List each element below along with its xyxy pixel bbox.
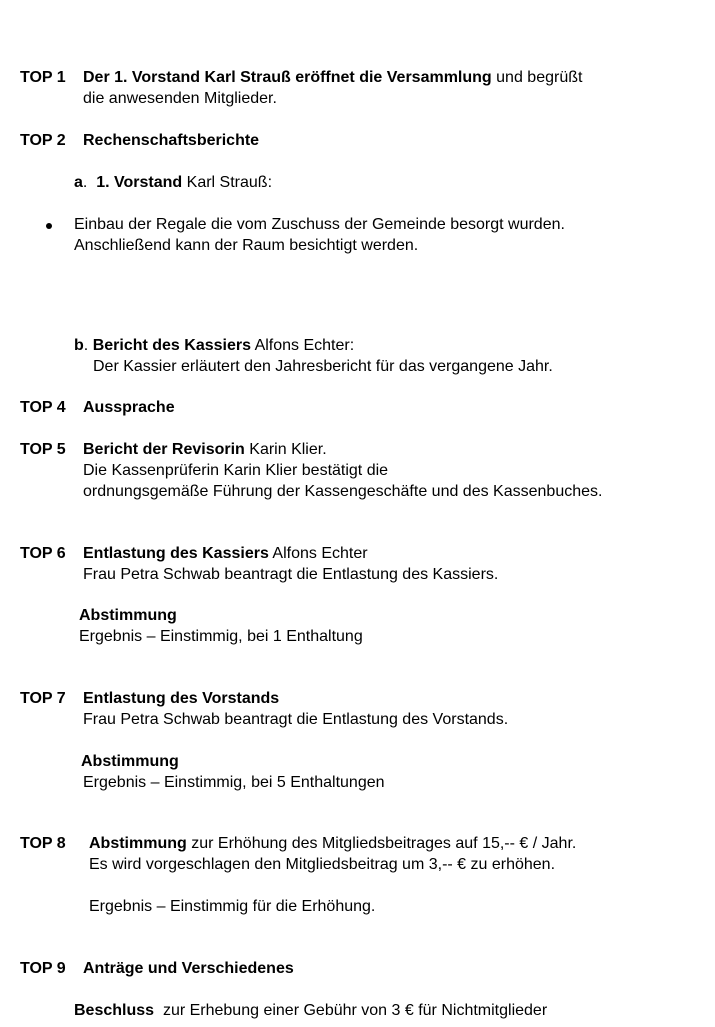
top2-b-title: Bericht des Kassiers <box>92 337 251 354</box>
top5-line2: Die Kassenprüferin Karin Klier bestätigt die <box>83 462 389 479</box>
top9-label: TOP 9 <box>20 960 66 977</box>
top6-line2: Frau Petra Schwab beantragt die Entlastung des Kassiers. <box>83 566 499 583</box>
top2-a-bullet-line1: Einbau der Regale die vom Zuschuss der Gemeinde besorgt wurden. <box>74 216 565 233</box>
top7-line2: Frau Petra Schwab beantragt die Entlastung des Vorstands. <box>83 711 509 728</box>
top2-label: TOP 2 <box>20 132 66 149</box>
top5-heading <box>83 440 327 460</box>
top6-name: Alfons Echter <box>268 545 368 562</box>
top8-line2: Es wird vorgeschlagen den Mitgliedsbeitrag um 3,-- € zu erhöhen. <box>89 856 556 873</box>
top5-label: TOP 5 <box>20 441 66 458</box>
top6-vote-title: Abstimmung <box>79 607 177 624</box>
top9-title: Anträge und Verschiedenes <box>83 960 294 977</box>
top7-vote-title: Abstimmung <box>81 753 179 770</box>
top2-b-name: Alfons Echter: <box>251 337 355 354</box>
top8-rest: zur Erhöhung des Mitgliedsbeitrages auf 15,-- € / Jahr. <box>186 835 577 852</box>
top9-decision-title: Beschluss <box>74 1002 155 1019</box>
top8-title: Abstimmung <box>89 835 187 852</box>
top9-decision-text: zur Erhebung einer Gebühr von 3 € für Nichtmitglieder <box>154 1002 548 1019</box>
top5-line3: ordnungsgemäße Führung der Kassengeschäfte und des Kassenbuches. <box>83 483 603 500</box>
top8-result: Ergebnis – Einstimmig für die Erhöhung. <box>89 898 376 915</box>
top1-label: TOP 1 <box>20 69 66 86</box>
top4-label: TOP 4 <box>20 399 66 416</box>
top9-decision <box>74 1001 547 1021</box>
top7-vote-result: Ergebnis – Einstimmig, bei 5 Enthaltungen <box>83 774 385 791</box>
top2-a-heading <box>74 173 272 193</box>
top1-bold-text: Der 1. Vorstand Karl Strauß eröffnet die Versammlung <box>83 69 492 86</box>
top1-line2: die anwesenden Mitglieder. <box>83 90 277 107</box>
top2-a-title: 1. Vorstand <box>96 174 183 191</box>
top2-a-dot: . <box>82 174 88 191</box>
top2-b-line2: Der Kassier erläutert den Jahresbericht für das vergangene Jahr. <box>93 358 553 375</box>
top6-title: Entlastung des Kassiers <box>83 545 269 562</box>
top8-heading <box>89 834 576 854</box>
top2-b-heading <box>74 336 354 356</box>
top7-title: Entlastung des Vorstands <box>83 690 280 707</box>
bullet-icon <box>46 223 52 229</box>
top5-name: Karin Klier. <box>244 441 327 458</box>
top2-b-dot: . <box>83 337 89 354</box>
top8-label: TOP 8 <box>20 835 66 852</box>
top6-label: TOP 6 <box>20 545 66 562</box>
top6-vote-result: Ergebnis – Einstimmig, bei 1 Enthaltung <box>79 628 363 645</box>
top2-a-name: Karl Strauß: <box>182 174 273 191</box>
top2-a-bullet-line2: Anschließend kann der Raum besichtigt werden. <box>74 237 419 254</box>
top4-title: Aussprache <box>83 399 175 416</box>
top1-rest: und begrüßt <box>491 69 583 86</box>
top1-heading <box>83 68 582 88</box>
top2-a-letter: a <box>74 174 83 191</box>
top2-b-letter: b <box>74 337 84 354</box>
top7-label: TOP 7 <box>20 690 66 707</box>
top2-title: Rechenschaftsberichte <box>83 132 260 149</box>
top6-heading <box>83 544 368 564</box>
top5-title: Bericht der Revisorin <box>83 441 245 458</box>
